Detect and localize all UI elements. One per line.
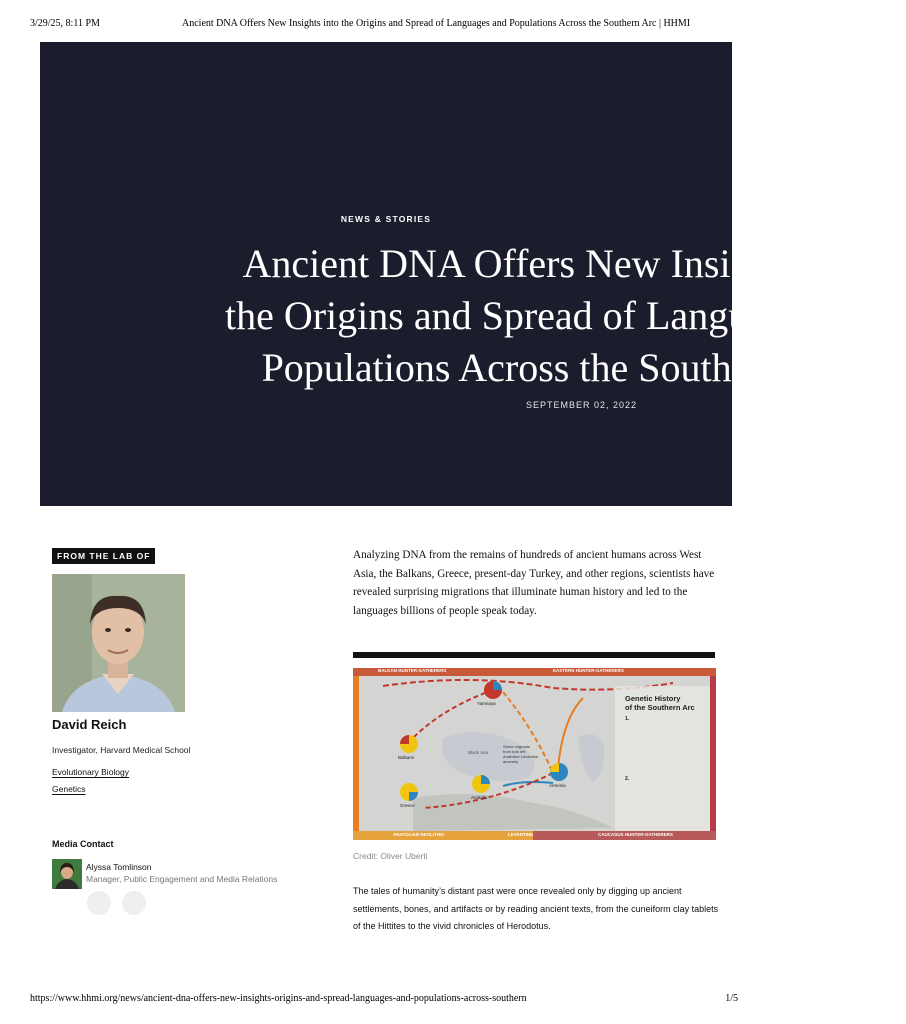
- map-site-yamnaya: Yamnaya: [477, 701, 496, 706]
- map-note-line-3: Anatolian Levantine: [503, 754, 539, 759]
- publish-date: SEPTEMBER 02, 2022: [526, 400, 638, 410]
- portrait-illustration: [52, 574, 185, 712]
- map-label-bottom-right: CAUCASUS HUNTER-GATHERERS: [598, 832, 673, 837]
- media-contact-avatar: [52, 859, 82, 889]
- map-note-line-2: from Iran left: [503, 749, 526, 754]
- share-button-1[interactable]: [87, 891, 111, 915]
- tag-evolutionary-biology[interactable]: Evolutionary Biology: [52, 767, 130, 777]
- map-label-bottom-mid: LEVANTINE: [508, 832, 534, 837]
- map-sea-label: Black Sea: [468, 750, 489, 755]
- map-legend-2: 2.: [625, 776, 630, 782]
- headline-line-1: Ancient DNA Offers New Insights into: [242, 241, 870, 286]
- map-label-bottom-left: ANATOLIAN NEOLITHIC: [393, 832, 445, 837]
- southern-arc-map-figure[interactable]: [353, 668, 716, 840]
- section-kicker[interactable]: NEWS & STORIES: [340, 214, 432, 224]
- share-button-2[interactable]: [122, 891, 146, 915]
- scientist-portrait[interactable]: [52, 574, 185, 712]
- print-page-title: Ancient DNA Offers New Insights into the Origins and Spread of Languages and Populations Across the Southern Arc | HHMI: [182, 18, 691, 29]
- scientist-name[interactable]: David Reich: [52, 717, 127, 732]
- media-contact-role: Manager, Public Engagement and Media Relations: [86, 874, 278, 884]
- map-site-greece: Greece: [400, 803, 415, 808]
- map-note-line-4: ancestry: [503, 759, 519, 764]
- map-site-balkans: Balkans: [398, 755, 415, 760]
- headline-line-2: the Origins and Spread of Languages and: [224, 293, 888, 338]
- print-footer: [30, 993, 738, 1004]
- map-title-line-1: Genetic History: [625, 694, 681, 703]
- map-label-top-left: BALKAN HUNTER-GATHERERS: [378, 668, 447, 673]
- map-legend-1: 1.: [625, 716, 630, 722]
- headline-line-3: Populations Across the Southern Arc: [261, 345, 851, 390]
- map-label-top-right: EASTERN HUNTER-GATHERERS: [553, 668, 624, 673]
- map-title-line-2: of the Southern Arc: [625, 703, 695, 712]
- map-site-anatolia: Anatolia: [471, 795, 488, 800]
- hero-banner: [40, 42, 888, 506]
- article-headline: [206, 238, 906, 394]
- lab-badge: FROM THE LAB OF: [52, 548, 155, 564]
- print-datetime: 3/29/25, 8:11 PM: [30, 18, 100, 29]
- map-note-line-1: Some migrants: [503, 744, 530, 749]
- print-page-number: 1/5: [725, 993, 738, 1004]
- tag-genetics[interactable]: Genetics: [52, 784, 86, 794]
- article-intro: Analyzing DNA from the remains of hundreds of ancient humans across West Asia, the Balkans, Greece, present-day Turkey, and other regions, scientists have revealed surprising migrations that illuminate human history and led to the languages billions of people speak today.: [353, 549, 715, 617]
- image-credit: Credit: Oliver Uberti: [353, 851, 428, 861]
- print-url: https://www.hhmi.org/news/ancient-dna-offers-new-insights-origins-and-spread-languages-and-populations-across-southern: [30, 993, 527, 1004]
- article-body-paragraph: The tales of humanity’s distant past were once revealed only by digging up ancient settlements, bones, and artifacts or by reading ancient texts, from the cuneiform clay tablets of the Hittites to the vivid chronicles of Herodotus.: [353, 886, 719, 931]
- scientist-role: Investigator, Harvard Medical School: [52, 745, 191, 755]
- figure-rule: [353, 652, 715, 658]
- media-contact-name: Alyssa Tomlinson: [86, 862, 152, 872]
- avatar-illustration: [52, 859, 82, 889]
- map-note: [503, 744, 538, 764]
- media-contact-heading: Media Contact: [52, 839, 114, 849]
- map-site-armenia: Armenia: [549, 783, 566, 788]
